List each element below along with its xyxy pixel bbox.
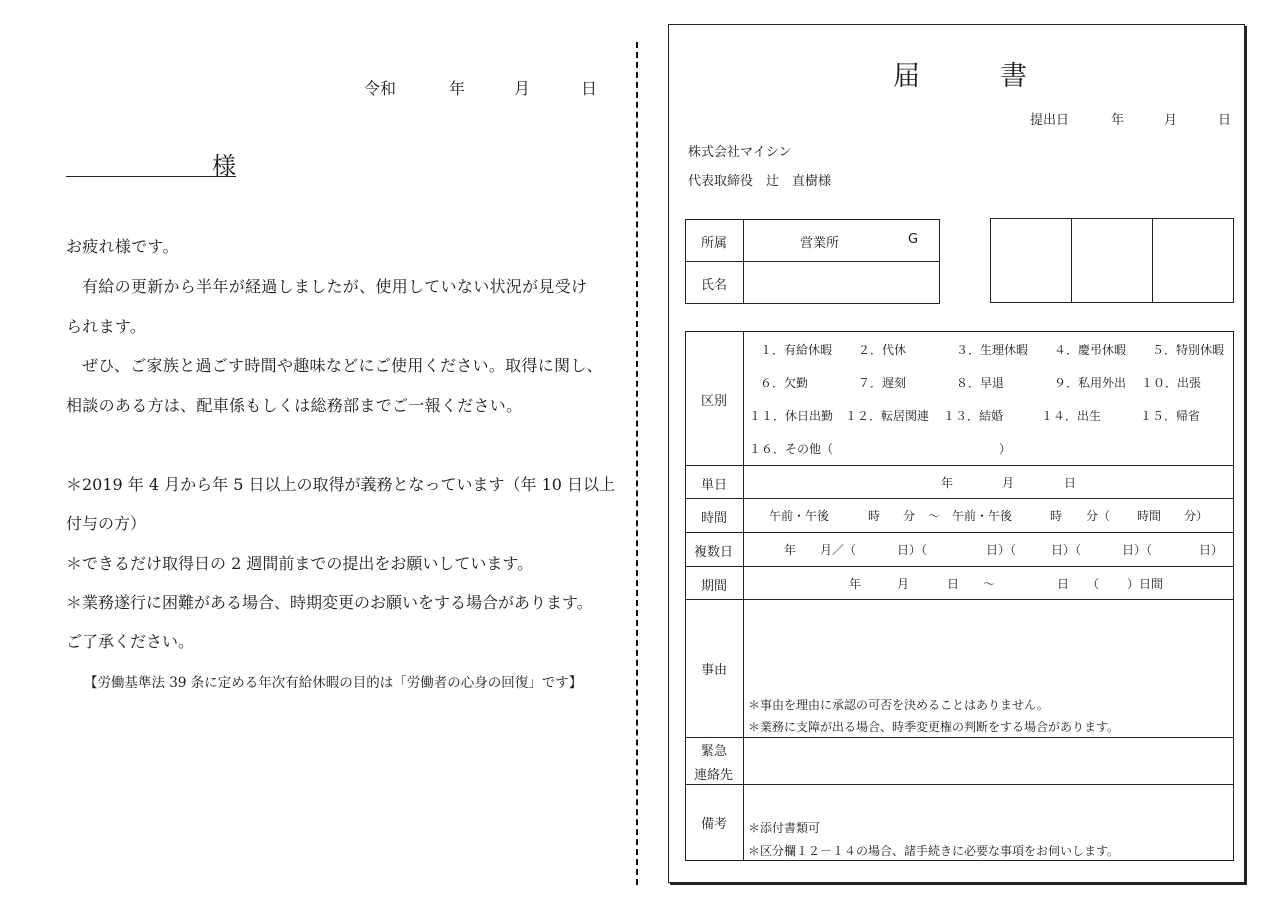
remarks-note-1: ＊添付書類可 [748,821,821,835]
row-divider [685,737,1234,738]
category-option[interactable]: ６．欠勤 [760,376,809,390]
multi-day-d3: 日）（ [1051,543,1082,557]
reason-label: 事由 [701,663,728,678]
period-tilde: ～ [983,577,996,591]
time-hour-end: 時 [1050,509,1063,523]
multi-day-d5: 日） [1199,543,1224,557]
time-mins: 分） [1184,509,1209,523]
category-option[interactable]: １１．休日出勤 [749,409,834,423]
row-divider [685,498,1234,499]
category-option[interactable]: １２．転居関連 [845,409,930,423]
note-2: ＊できるだけ取得日の 2 週間前までの提出をお願いしています。 [66,554,534,573]
table-divider [743,219,744,304]
letter-date-month: 月 [514,79,531,98]
form-title-right-char: 書 [1000,61,1029,92]
cut-line-divider [636,42,638,885]
company-name: 株式会社マイシン [688,145,792,160]
multi-day-d1: 日）（ [897,543,928,557]
period-label: 期間 [701,579,728,594]
emergency-label-line-1: 緊急 [701,744,728,759]
multi-day-d4: 日）（ [1122,543,1153,557]
note-3-line-2: ご了承ください。 [66,632,195,651]
submit-date-month: 月 [1164,113,1178,128]
period-day-end: 日 [1057,577,1070,591]
category-option[interactable]: ７．遅刻 [858,376,907,390]
time-min-end: 分（ [1086,509,1111,523]
emergency-label-line-2: 連絡先 [694,768,734,783]
reason-note-1: ＊事由を理由に承認の可否を決めることはありません。 [748,698,1049,712]
time-hours: 時間 [1137,509,1162,523]
category-option[interactable]: ２．代休 [858,343,907,357]
stamp-divider [1152,218,1153,303]
category-label: 区別 [701,394,728,409]
recipient-name-line [66,176,236,177]
note-3-line-1: ＊業務遂行に困難がある場合、時期変更のお願いをする場合があります。 [66,593,593,612]
time-tilde: ～ [928,509,941,523]
time-label: 時間 [701,511,728,526]
submit-date-label: 提出日 [1030,113,1070,128]
period-days: ）日間 [1127,577,1164,591]
single-day-year: 年 [941,476,954,490]
remarks-note-2: ＊区分欄１２－１４の場合、諸手続きに必要な事項をお伺いします。 [748,844,1120,858]
greeting: お疲れ様です。 [66,237,179,256]
label-column-divider [743,331,744,861]
affiliation-value: 営業所 [800,236,840,251]
row-divider [685,599,1234,600]
single-day-label: 単日 [701,478,728,493]
row-divider [685,784,1234,785]
period-paren: （ [1087,577,1100,591]
category-option[interactable]: ９．私用外出 [1054,376,1127,390]
letter-date-year: 年 [449,79,466,98]
note-1-line-2: 付与の方） [66,514,147,533]
single-day-month: 月 [1002,476,1015,490]
category-option[interactable]: ５．特別休暇 [1152,343,1225,357]
period-year: 年 [849,577,862,591]
paragraph-2-line-2: 相談のある方は、配車係もしくは総務部までご一報ください。 [66,396,523,415]
approval-stamp-boxes [990,218,1234,303]
affiliation-label: 所属 [701,236,728,251]
submit-date-day: 日 [1218,113,1232,128]
note-1-line-1: ＊2019 年 4 月から年 5 日以上の取得が義務となっています（年 10 日以上 [66,475,616,494]
labor-law-note: 【労働基準法 39 条に定める年次有給休暇の目的は「労働者の心身の回復」です】 [84,675,583,691]
remarks-label: 備考 [701,817,728,832]
time-ampm-end: 午前・午後 [952,509,1013,523]
paragraph-2-line-1: ぜひ、ご家族と過ごす時間や趣味などにご使用ください。取得に関し、 [82,356,603,375]
submit-date-year: 年 [1111,113,1125,128]
category-option[interactable]: １３．結婚 [943,409,1004,423]
multi-day-year: 年 [784,543,797,557]
name-label: 氏名 [701,278,728,293]
period-day: 日 [947,577,960,591]
category-option[interactable]: １５．帰省 [1140,409,1201,423]
time-min-start: 分 [903,509,916,523]
letter-date-day: 日 [581,79,598,98]
recipient-suffix: 様 [212,152,236,180]
category-option[interactable]: ８．早退 [956,376,1005,390]
row-divider [685,465,1234,466]
multi-day-label: 複数日 [694,545,734,560]
paragraph-1-line-1: 有給の更新から半年が経過しましたが、使用していない状況が見受け [82,277,588,296]
affiliation-group: G [908,232,919,247]
single-day-day: 日 [1064,476,1077,490]
time-ampm-start: 午前・午後 [769,509,830,523]
multi-day-month: 月／（ [820,543,857,557]
time-hour-start: 時 [868,509,881,523]
category-option[interactable]: １４．出生 [1041,409,1102,423]
addressee: 代表取締役 辻 直樹様 [688,174,832,189]
row-divider [685,566,1234,567]
category-option[interactable]: ３．生理休暇 [956,343,1029,357]
table-divider [685,261,940,262]
row-divider [685,532,1234,533]
category-option[interactable]: １．有給休暇 [760,343,833,357]
category-option-other[interactable]: １６．その他（ [749,442,834,456]
notice-letter [0,0,630,905]
form-title-left-char: 届 [893,61,922,92]
letter-date-era: 令和 [364,79,397,98]
emergency-contact-field[interactable] [745,739,1232,782]
period-month: 月 [897,577,910,591]
paragraph-1-line-2: られます。 [66,317,147,336]
multi-day-d2: 日）（ [986,543,1017,557]
name-field[interactable] [745,263,938,302]
category-option[interactable]: ４．慶弔休暇 [1054,343,1127,357]
category-option[interactable]: １０．出張 [1141,376,1202,390]
category-other-close: ） [999,442,1012,456]
stamp-divider [1071,218,1072,303]
reason-field[interactable] [745,601,1232,689]
reason-note-2: ＊業務に支障が出る場合、時季変更権の判断をする場合があります。 [748,720,1120,734]
